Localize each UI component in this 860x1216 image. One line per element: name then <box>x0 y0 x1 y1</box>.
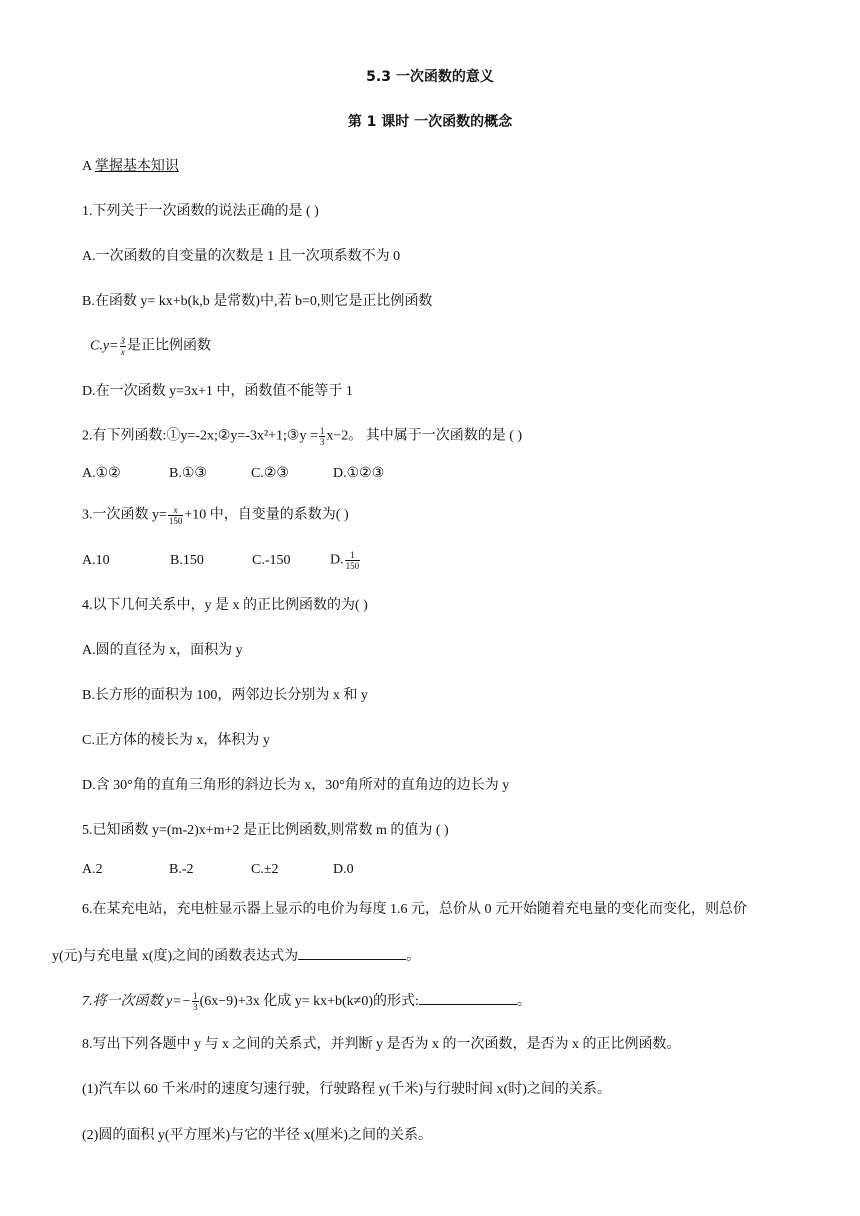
q3-option-b: B.150 <box>170 552 204 568</box>
q1-c-prefix: C.y= <box>90 338 119 354</box>
q3-option-a: A.10 <box>82 552 110 568</box>
q3-option-d <box>330 550 361 571</box>
q1-option-d: D.在一次函数 y=3x+1 中，函数值不能等于 1 <box>82 384 353 399</box>
q1-c-suffix: 是正比例函数 <box>127 338 211 354</box>
q2-fraction <box>319 426 326 447</box>
q7-frac-num: 1 <box>193 991 198 1002</box>
q2-stem-end: x−2。 其中属于一次函数的是 ( ) <box>326 428 523 444</box>
q2-frac-den: 3 <box>319 437 325 447</box>
q5-option-b: B.-2 <box>169 862 194 877</box>
q5-option-d: D.0 <box>333 862 354 877</box>
q7-start: 7.将一次函数 y=− <box>82 994 192 1009</box>
q1-option-b: B.在函数 y= kx+b(k,b 是常数)中,若 b=0,则它是正比例函数 <box>82 294 433 309</box>
q3-option-d-prefix: D. <box>330 552 344 568</box>
q1-c-frac-den: x <box>120 347 125 357</box>
q3-stem-start: 3.一次函数 y= <box>82 507 167 523</box>
q2-option-a: A.①② <box>82 466 121 481</box>
q3-frac-num: x <box>168 505 184 516</box>
q3-option-d-fraction <box>345 550 361 571</box>
q2-option-b: B.①③ <box>169 466 207 481</box>
q4-option-d: D.含 30°角的直角三角形的斜边长为 x，30°角所对的直角边的边长为 y <box>82 778 510 793</box>
q1-option-c <box>90 336 211 357</box>
q3-frac-den: 150 <box>168 516 183 526</box>
q5-options <box>82 860 354 880</box>
q1-stem: 1.下列关于一次函数的说法正确的是 ( ) <box>82 204 319 219</box>
q6-answer-blank[interactable] <box>298 945 406 960</box>
q7-end: 。 <box>516 994 531 1009</box>
q5-option-a: A.2 <box>82 862 103 877</box>
q4-option-c: C.正方体的棱长为 x，体积为 y <box>82 733 270 748</box>
q8-stem: 8.写出下列各题中 y 与 x 之间的关系式，并判断 y 是否为 x 的一次函数，是否为 x 的正比例函数。 <box>82 1037 681 1052</box>
q3-stem-end: +10 中，自变量的系数为( ) <box>184 507 349 523</box>
q2-frac-num: 1 <box>319 426 325 436</box>
q8-part-2: (2)圆的面积 y(平方厘米)与它的半径 x(厘米)之间的关系。 <box>82 1128 432 1143</box>
q6-line1: 6.在某充电站，充电桩显示器上显示的电价为每度 1.6 元，总价从 0 元开始随着充电量的变化而变化，则总价 <box>82 902 747 917</box>
q7-line <box>82 990 531 1012</box>
q2-options <box>82 464 384 484</box>
q2-option-d: D.①②③ <box>333 466 385 481</box>
q7-frac-den: 3 <box>193 1002 198 1013</box>
q4-option-b: B.长方形的面积为 100，两邻边长分别为 x 和 y <box>82 688 368 703</box>
q6-line2-end: 。 <box>406 949 421 964</box>
q3-option-c: C.-150 <box>252 552 291 568</box>
q7-fraction <box>192 991 199 1012</box>
section-a-label: 掌握基本知识 <box>94 159 179 174</box>
q3-options <box>82 550 361 571</box>
q1-option-a: A.一次函数的自变量的次数是 1 且一次项系数不为 0 <box>82 249 401 264</box>
q5-option-c: C.±2 <box>251 862 279 877</box>
q3-option-d-den: 150 <box>345 561 360 571</box>
q7-answer-blank[interactable] <box>419 990 517 1005</box>
q2-option-c: C.②③ <box>251 466 289 481</box>
q1-c-frac-num: 3 <box>120 336 125 346</box>
q4-stem: 4.以下几何关系中，y 是 x 的正比例函数的为( ) <box>82 598 368 613</box>
q6-line2-start: y(元)与充电量 x(度)之间的函数表达式为 <box>52 949 299 964</box>
q2-stem-start: 2.有下列函数:①y=-2x;②y=-3x²+1;③y = <box>82 428 318 444</box>
q4-option-a: A.圆的直径为 x，面积为 y <box>82 643 243 658</box>
section-a-heading <box>82 157 179 177</box>
q6-line2 <box>52 945 420 967</box>
q8-part-1: (1)汽车以 60 千米/时的速度匀速行驶，行驶路程 y(千米)与行驶时间 x(时)之间的关系。 <box>82 1082 611 1097</box>
q3-option-d-num: 1 <box>345 550 361 561</box>
section-a-prefix: A <box>82 159 95 174</box>
page-title: 5.3 一次函数的意义 <box>366 69 494 85</box>
page-subtitle: 第 1 课时 一次函数的概念 <box>347 114 513 130</box>
q2-stem <box>82 426 522 447</box>
q3-stem <box>82 505 349 526</box>
q5-stem: 5.已知函数 y=(m-2)x+m+2 是正比例函数,则常数 m 的值为 ( ) <box>82 823 449 838</box>
q3-fraction <box>168 505 184 526</box>
q1-c-fraction <box>120 336 127 357</box>
q7-mid: (6x−9)+3x 化成 y= kx+b(k≠0)的形式: <box>199 994 419 1009</box>
